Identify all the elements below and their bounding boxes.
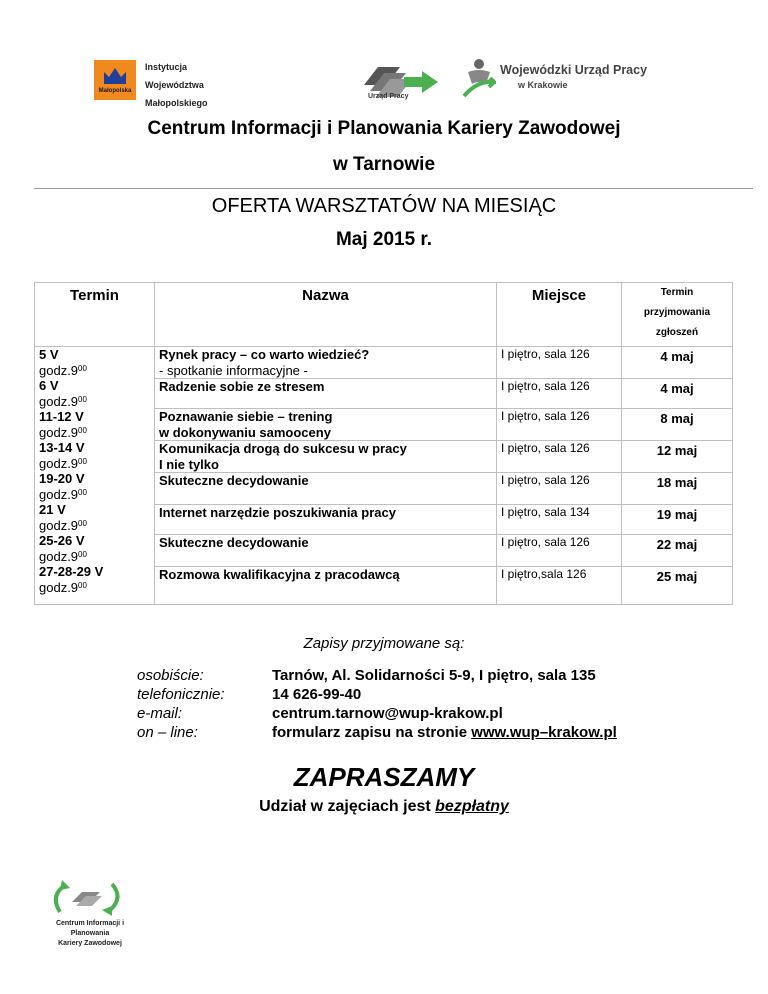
signup-label-online: on – line:	[137, 724, 198, 741]
table-header-row	[35, 283, 733, 347]
cip-logo-text: Centrum Informacji i Planowania Kariery Zawodowej	[55, 920, 125, 947]
workshop-deadline: 12 maj	[622, 441, 733, 473]
term-item: 6 V $godz.9^{00}$	[39, 378, 87, 409]
urzad-pracy-label: Urząd Pracy	[368, 93, 409, 100]
center-location: w Tarnowie	[332, 154, 436, 175]
signup-intro: Zapisy przyjmowane są:	[303, 635, 465, 652]
header-miejsce: Miejsce	[497, 283, 622, 347]
workshop-name: Rynek pracy – co warto wiedzieć? - spotkanie informacyjne -	[155, 347, 497, 379]
workshop-place: I piętro, sala 126	[497, 379, 622, 409]
center-title: Centrum Informacji i Planowania Kariery Zawodowej	[147, 118, 621, 139]
signup-label-person: osobiście:	[137, 667, 204, 684]
workshop-deadline: 22 maj	[622, 535, 733, 567]
cip-logo	[40, 878, 132, 918]
wup-logo	[462, 58, 496, 102]
workshop-place: I piętro, sala 134	[497, 505, 622, 535]
workshop-place: I piętro, sala 126	[497, 535, 622, 567]
crown-icon	[102, 66, 128, 86]
signup-phone: 14 626-99-40	[272, 686, 362, 703]
workshop-name: Skuteczne decydowanie	[155, 473, 497, 505]
workshop-deadline: 25 maj	[622, 567, 733, 605]
workshop-table	[34, 282, 733, 605]
signup-address: Tarnów, Al. Solidarności 5-9, I piętro, sala 135	[272, 667, 596, 684]
signup-email[interactable]: centrum.tarnow@wup-krakow.pl	[272, 705, 503, 722]
workshop-name: Rozmowa kwalifikacyjna z pracodawcą	[155, 567, 497, 605]
workshop-place: I piętro,sala 126	[497, 567, 622, 605]
term-item: 25-26 V $godz.9^{00}$	[39, 533, 87, 564]
workshop-name: Radzenie sobie ze stresem	[155, 379, 497, 409]
invite-heading: ZAPRASZAMY	[293, 762, 475, 792]
header-deadline: Termin przyjmowania zgłoszeń	[622, 283, 733, 347]
workshop-place: I piętro, sala 126	[497, 473, 622, 505]
workshop-name: Poznawanie siebie – trening w dokonywaniu samooceny	[155, 409, 497, 441]
signup-label-phone: telefonicznie:	[137, 686, 225, 703]
workshop-name: Internet narzędzie poszukiwania pracy	[155, 505, 497, 535]
header-termin: Termin	[35, 283, 155, 347]
divider	[34, 188, 753, 189]
free-notice: Udział w zajęciach jest bezpłatny	[259, 798, 509, 815]
term-item: 27-28-29 V $godz.9^{00}$	[39, 564, 104, 595]
workshop-name: Skuteczne decydowanie	[155, 535, 497, 567]
term-item: 11-12 V $godz.9^{00}$	[39, 409, 87, 440]
month-title: Maj 2015 r.	[335, 229, 433, 250]
workshop-deadline: 18 maj	[622, 473, 733, 505]
signup-online: formularz zapisu na stronie www.wup–krakow.pl	[272, 724, 617, 741]
institution-name: Instytucja Województwa Małopolskiego	[145, 62, 208, 108]
malopolska-logo	[94, 60, 136, 100]
table-row	[35, 347, 733, 379]
signup-label-email: e-mail:	[137, 705, 183, 722]
workshop-deadline: 19 maj	[622, 505, 733, 535]
workshop-deadline: 4 maj	[622, 347, 733, 379]
website-link[interactable]: www.wup–krakow.pl	[471, 724, 617, 741]
term-item: 19-20 V $godz.9^{00}$	[39, 471, 87, 502]
workshop-place: I piętro, sala 126	[497, 441, 622, 473]
workshop-deadline: 8 maj	[622, 409, 733, 441]
offer-title: OFERTA WARSZTATÓW NA MIESIĄC	[211, 195, 557, 217]
header-nazwa: Nazwa	[155, 283, 497, 347]
workshop-place: I piętro, sala 126	[497, 347, 622, 379]
wup-subtitle: w Krakowie	[518, 80, 568, 90]
termin-column	[35, 347, 155, 605]
free-word: bezpłatny	[435, 798, 509, 815]
workshop-place: I piętro, sala 126	[497, 409, 622, 441]
wup-title: Wojewódzki Urząd Pracy	[500, 63, 648, 77]
workshop-deadline: 4 maj	[622, 379, 733, 409]
malopolska-badge-text: Małopolska	[98, 88, 132, 94]
term-item: 5 V $godz.9^{00}$	[39, 347, 87, 378]
workshop-name: Komunikacja drogą do sukcesu w pracy I nie tylko	[155, 441, 497, 473]
term-item: 13-14 V $godz.9^{00}$	[39, 440, 87, 471]
term-item: 21 V $godz.9^{00}$	[39, 502, 87, 533]
